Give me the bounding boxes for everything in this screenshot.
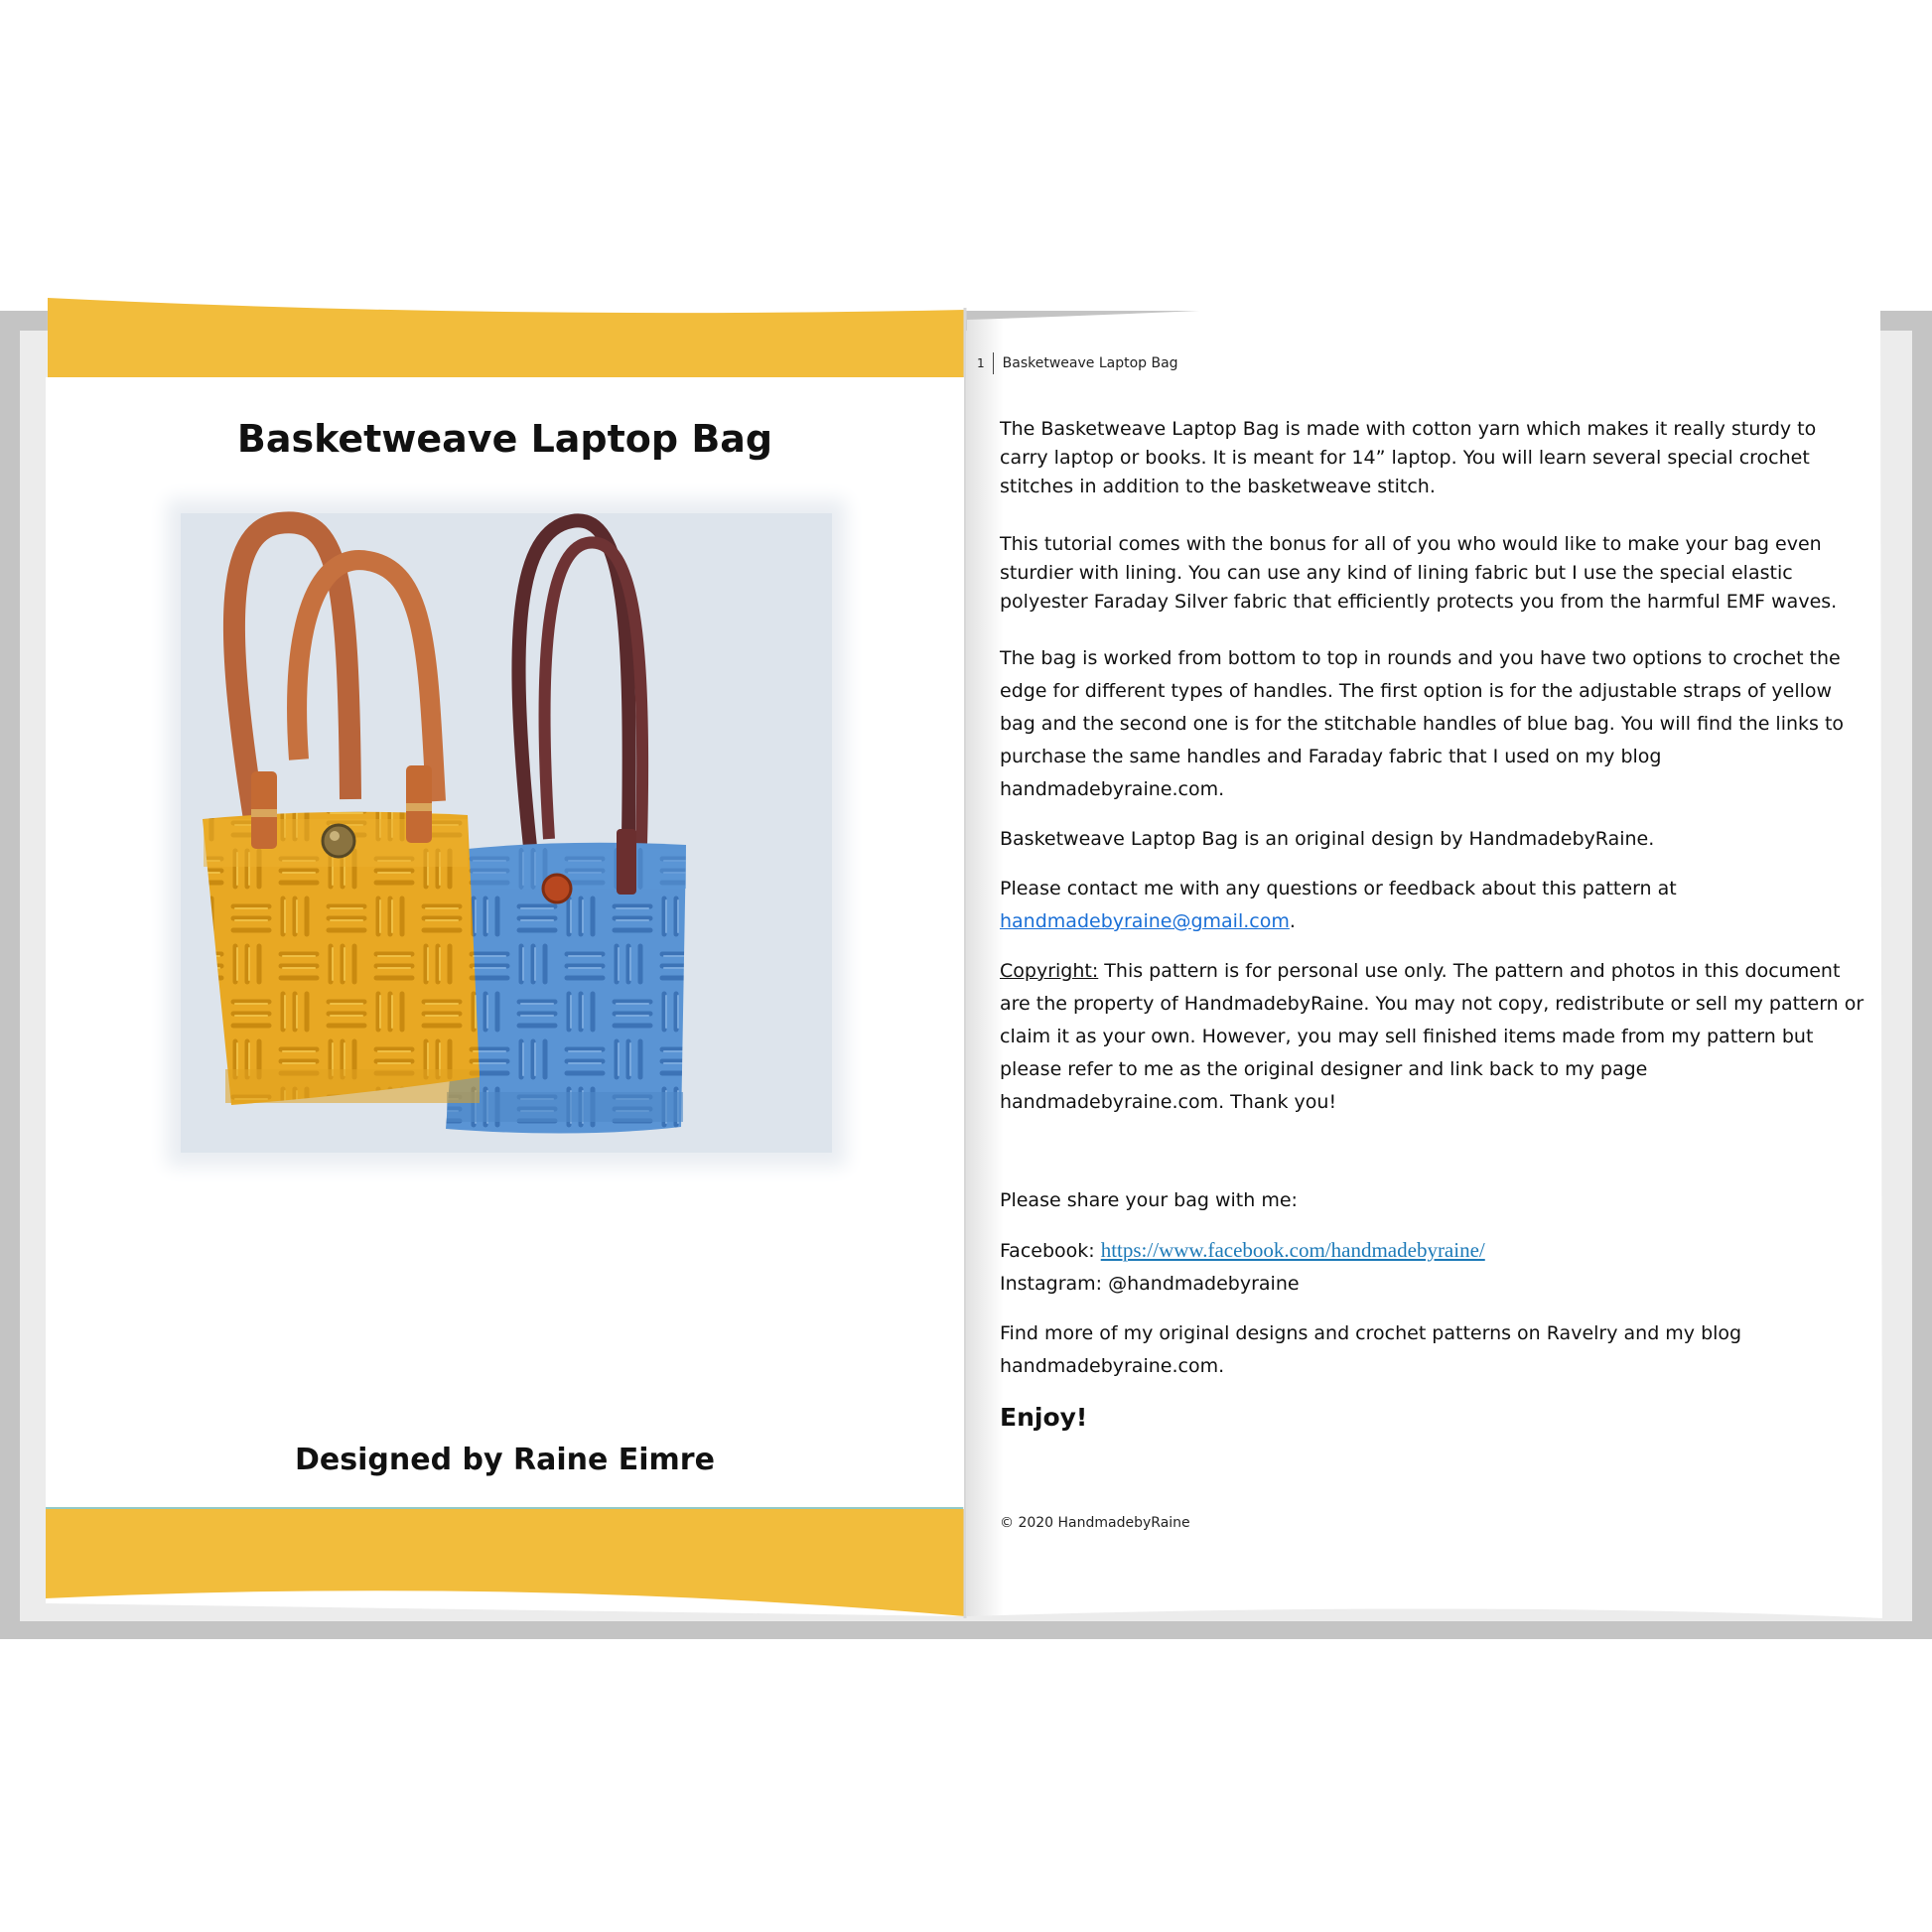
- share-prompt: Please share your bag with me:: [1000, 1189, 1298, 1211]
- more-designs-paragraph: Find more of my original designs and crochet patterns on Ravelry and my blog handmadebyraine.com.: [1000, 1322, 1742, 1377]
- copyright-label: Copyright:: [1000, 960, 1099, 982]
- closing-line: Enjoy!: [1000, 1403, 1088, 1432]
- facebook-label: Facebook:: [1000, 1240, 1101, 1262]
- copyright-text: This pattern is for personal use only. The pattern and photos in this document are the property of HandmadebyRaine. You may not copy, redistribute or sell my pattern or claim it as your own. However, you may sell finished items made from my pattern but please refer to me as the original designer and link back to my page handmadebyraine.com. Thank you!: [1000, 960, 1864, 1113]
- running-header-title: Basketweave Laptop Bag: [1002, 355, 1178, 371]
- page-footer: © 2020 HandmadebyRaine: [1000, 1515, 1190, 1531]
- page-body: [1000, 415, 1868, 1432]
- running-header: [977, 352, 1178, 374]
- yellow-bag-button: [323, 825, 354, 857]
- instagram-handle: Instagram: @handmadebyraine: [1000, 1273, 1300, 1295]
- contact-paragraph: [1000, 873, 1868, 938]
- bonus-paragraph: This tutorial comes with the bonus for all of you who would like to make your bag even sturdier with lining. You can use any kind of lining fabric but I use the special elastic polyester Faraday Silver fabric that efficiently protects you from the harmful EMF waves.: [1000, 533, 1838, 613]
- contact-text: Please contact me with any questions or feedback about this pattern at: [1000, 878, 1677, 899]
- info-page: [967, 313, 1880, 1615]
- blue-bag-button: [543, 875, 571, 902]
- blue-bag: [446, 520, 686, 1133]
- designer-credit: Designed by Raine Eimre: [295, 1443, 715, 1477]
- intro-paragraph: The Basketweave Laptop Bag is made with cotton yarn which makes it really sturdy to carry laptop or books. It is meant for 14” laptop. You will learn several special crochet stitches in addition to the basketweave stitch.: [1000, 418, 1817, 497]
- cover-page: [46, 377, 964, 1507]
- cover-title: Basketweave Laptop Bag: [236, 417, 773, 461]
- facebook-link[interactable]: https://www.facebook.com/handmadebyraine/: [1100, 1238, 1485, 1262]
- bags-photo: [180, 511, 835, 1152]
- construction-paragraph: The bag is worked from bottom to top in rounds and you have two options to crochet the edge for different types of handles. The first option is for the adjustable straps of yellow bag and the second one is for the stitchable handles of blue bag. You will find the links to purchase the same handles and Faraday fabric that I used on my blog handmadebyraine.com.: [1000, 647, 1845, 800]
- page-number: 1: [977, 356, 985, 370]
- copyright-paragraph: [1000, 955, 1868, 1119]
- header-divider: [993, 352, 994, 374]
- social-links: [1000, 1234, 1868, 1301]
- contact-email-link[interactable]: handmadebyraine@gmail.com: [1000, 910, 1290, 932]
- contact-period: .: [1289, 910, 1296, 932]
- yellow-bag: [203, 522, 480, 1105]
- original-design-paragraph: Basketweave Laptop Bag is an original design by HandmadebyRaine.: [1000, 828, 1655, 850]
